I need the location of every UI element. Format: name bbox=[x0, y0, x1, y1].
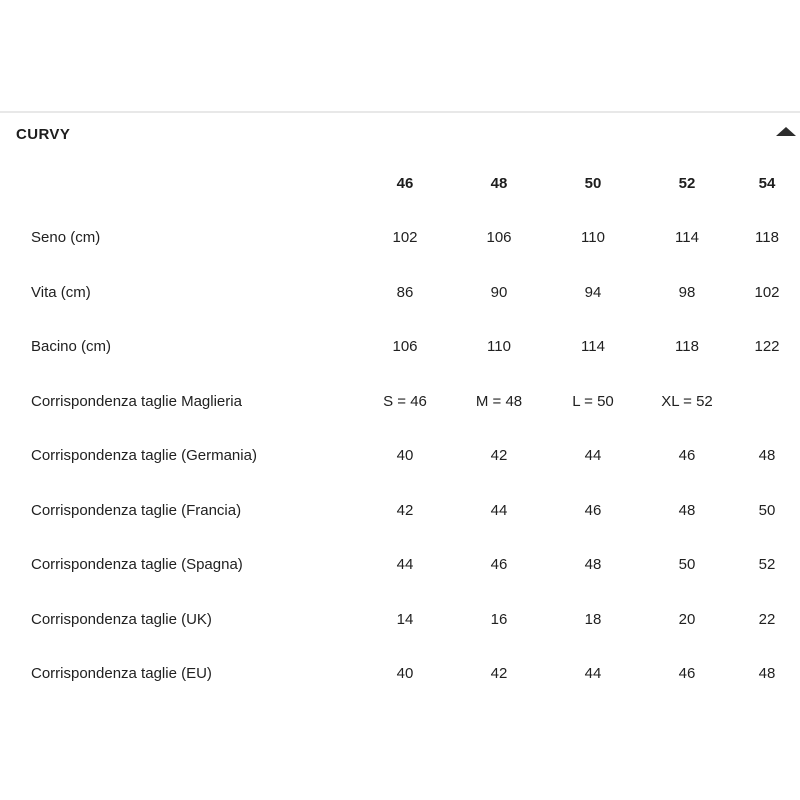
accordion-title: CURVY bbox=[16, 126, 71, 143]
size-value-cell: 122 bbox=[754, 338, 780, 356]
size-value-cell: 48 bbox=[758, 665, 776, 683]
size-value-cell: L = 50 bbox=[572, 392, 614, 410]
table-row bbox=[31, 211, 800, 266]
size-value-cell: 20 bbox=[678, 610, 696, 628]
size-column-header: 46 bbox=[396, 174, 414, 192]
size-value-cell: 44 bbox=[584, 447, 602, 465]
size-value-cell: 50 bbox=[678, 556, 696, 574]
size-value-cell: 52 bbox=[758, 556, 776, 574]
size-value-cell: 46 bbox=[678, 665, 696, 683]
size-value-cell: 44 bbox=[490, 501, 508, 519]
table-row bbox=[31, 538, 800, 593]
size-value-cell: XL = 52 bbox=[661, 392, 713, 410]
row-label: Bacino (cm) bbox=[31, 338, 112, 356]
size-value-cell: 102 bbox=[754, 283, 780, 301]
size-value-cell: 42 bbox=[490, 665, 508, 683]
table-row bbox=[31, 374, 800, 429]
size-value-cell: 48 bbox=[584, 556, 602, 574]
top-spacer bbox=[0, 0, 800, 111]
table-row bbox=[31, 592, 800, 647]
size-value-cell: 106 bbox=[486, 229, 512, 247]
size-value-cell: 18 bbox=[584, 610, 602, 628]
size-value-cell: 110 bbox=[487, 338, 511, 356]
row-label: Corrispondenza taglie (Spagna) bbox=[31, 556, 243, 574]
size-value-cell: 42 bbox=[396, 501, 414, 519]
row-label: Seno (cm) bbox=[31, 229, 101, 247]
corner-cell bbox=[31, 156, 358, 211]
table-row bbox=[31, 483, 800, 538]
size-value-cell: 46 bbox=[490, 556, 508, 574]
table-row bbox=[31, 320, 800, 375]
size-value-cell: 48 bbox=[758, 447, 776, 465]
size-value-cell: 44 bbox=[396, 556, 414, 574]
size-value-cell: 14 bbox=[396, 610, 414, 628]
row-label: Corrispondenza taglie Maglieria bbox=[31, 392, 242, 410]
size-value-cell: 46 bbox=[584, 501, 602, 519]
size-value-cell: S = 46 bbox=[383, 392, 427, 410]
size-value-cell: 16 bbox=[490, 610, 508, 628]
size-column-header: 50 bbox=[584, 174, 602, 192]
size-value-cell: 50 bbox=[758, 501, 776, 519]
size-header-row bbox=[31, 156, 800, 211]
size-value-cell: 22 bbox=[758, 610, 776, 628]
size-value-cell: 40 bbox=[396, 665, 414, 683]
size-value-cell: M = 48 bbox=[475, 392, 523, 410]
size-value-cell: 40 bbox=[396, 447, 414, 465]
table-row bbox=[31, 429, 800, 484]
size-value-cell: 48 bbox=[678, 501, 696, 519]
row-label: Corrispondenza taglie (Francia) bbox=[31, 501, 242, 519]
row-label: Corrispondenza taglie (Germania) bbox=[31, 447, 257, 465]
size-value-cell bbox=[734, 374, 800, 429]
table-row bbox=[31, 265, 800, 320]
size-value-cell: 90 bbox=[490, 283, 508, 301]
size-value-cell: 86 bbox=[396, 283, 414, 301]
row-label: Vita (cm) bbox=[31, 283, 91, 301]
size-value-cell: 98 bbox=[678, 283, 696, 301]
size-value-cell: 102 bbox=[392, 229, 418, 247]
size-value-cell: 106 bbox=[392, 338, 418, 356]
size-column-header: 54 bbox=[758, 174, 776, 192]
row-label: Corrispondenza taglie (EU) bbox=[31, 665, 212, 683]
table-row bbox=[31, 647, 800, 702]
size-value-cell: 118 bbox=[675, 338, 699, 356]
size-value-cell: 94 bbox=[584, 283, 602, 301]
size-value-cell: 46 bbox=[678, 447, 696, 465]
triangle-up-icon[interactable] bbox=[776, 127, 796, 136]
size-value-cell: 114 bbox=[581, 338, 605, 356]
size-table bbox=[31, 156, 800, 701]
size-value-cell: 114 bbox=[675, 229, 699, 247]
size-value-cell: 42 bbox=[490, 447, 508, 465]
size-column-header: 48 bbox=[490, 174, 508, 192]
size-column-header: 52 bbox=[678, 174, 696, 192]
row-label: Corrispondenza taglie (UK) bbox=[31, 610, 212, 628]
size-value-cell: 44 bbox=[584, 665, 602, 683]
size-value-cell: 110 bbox=[581, 229, 605, 247]
curvy-accordion-header[interactable] bbox=[0, 111, 800, 156]
size-value-cell: 118 bbox=[755, 229, 779, 247]
